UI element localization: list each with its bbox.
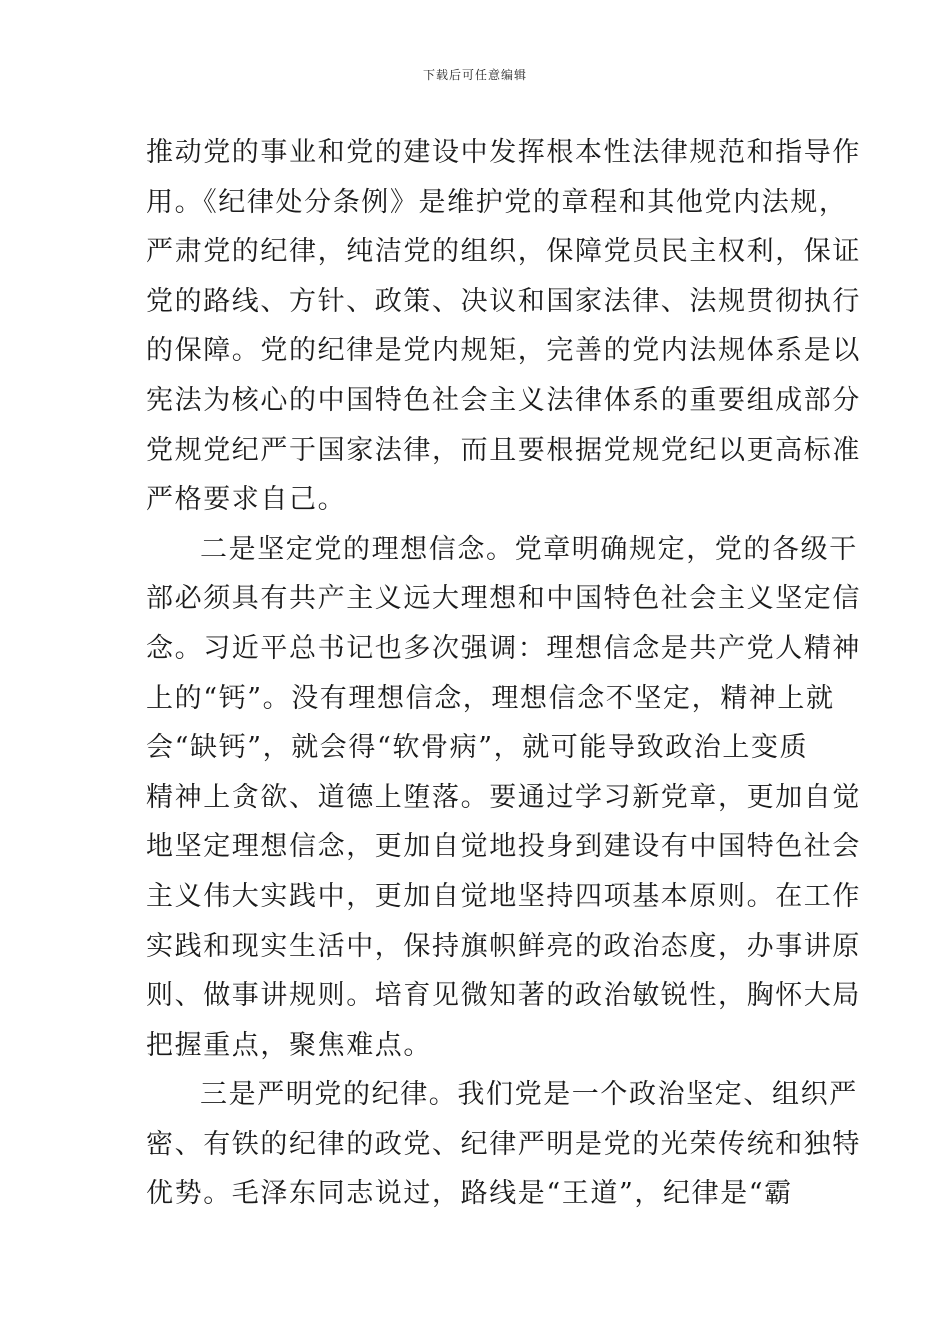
text-line: 密、有铁的纪律的政党、纪律严明是党的光荣传统和独特 [146, 1128, 861, 1160]
paragraph-first-line: 三是严明党的纪律。我们党是一个政治坚定、组织严 [200, 1079, 858, 1111]
text-line: 推动党的事业和党的建设中发挥根本性法律规范和指导作 [146, 137, 861, 168]
text-line: 则、做事讲规则。培育见微知著的政治敏锐性，胸怀大局 [146, 980, 861, 1012]
text-line: 实践和现实生活中，保持旗帜鲜亮的政治态度，办事讲原 [146, 930, 861, 962]
text-line: 会“缺钙”，就会得“软骨病”，就可能导致政治上变质 [146, 732, 809, 764]
text-line: 党规党纪严于国家法律，而且要根据党规党纪以更高标准 [146, 434, 861, 466]
text-line: 地坚定理想信念，更加自觉地投身到建设有中国特色社会 [146, 831, 861, 863]
document-body [146, 128, 861, 1219]
text-line: 上的“钙”。没有理想信念，理想信念不坚定，精神上就 [146, 682, 835, 714]
text-line: 精神上贪欲、道德上堕落。要通过学习新党章，更加自觉 [146, 781, 861, 813]
text-line: 主义伟大实践中，更加自觉地坚持四项基本原则。在工作 [146, 880, 861, 912]
text-line: 念。习近平总书记也多次强调：理想信念是共产党人精神 [146, 632, 861, 664]
text-line: 部必须具有共产主义远大理想和中国特色社会主义坚定信 [146, 583, 861, 615]
text-line: 用。《纪律处分条例》是维护党的章程和其他党内法规， [146, 186, 848, 218]
paragraph-first-line: 二是坚定党的理想信念。党章明确规定，党的各级干 [200, 533, 858, 565]
text-line: 党的路线、方针、政策、决议和国家法律、法规贯彻执行 [146, 285, 861, 317]
text-line: 严格要求自己。 [146, 484, 347, 516]
text-line: 宪法为核心的中国特色社会主义法律体系的重要组成部分 [146, 384, 861, 416]
page-header: 下载后可任意编辑 [422, 68, 527, 82]
text-line: 优势。毛泽东同志说过，路线是“王道”，纪律是“霸 [146, 1178, 793, 1210]
text-line: 的保障。党的纪律是党内规矩，完善的党内法规体系是以 [146, 335, 861, 367]
text-line: 严肃党的纪律，纯洁党的组织，保障党员民主权利，保证 [146, 236, 861, 268]
text-line: 把握重点，聚焦难点。 [146, 1029, 432, 1061]
